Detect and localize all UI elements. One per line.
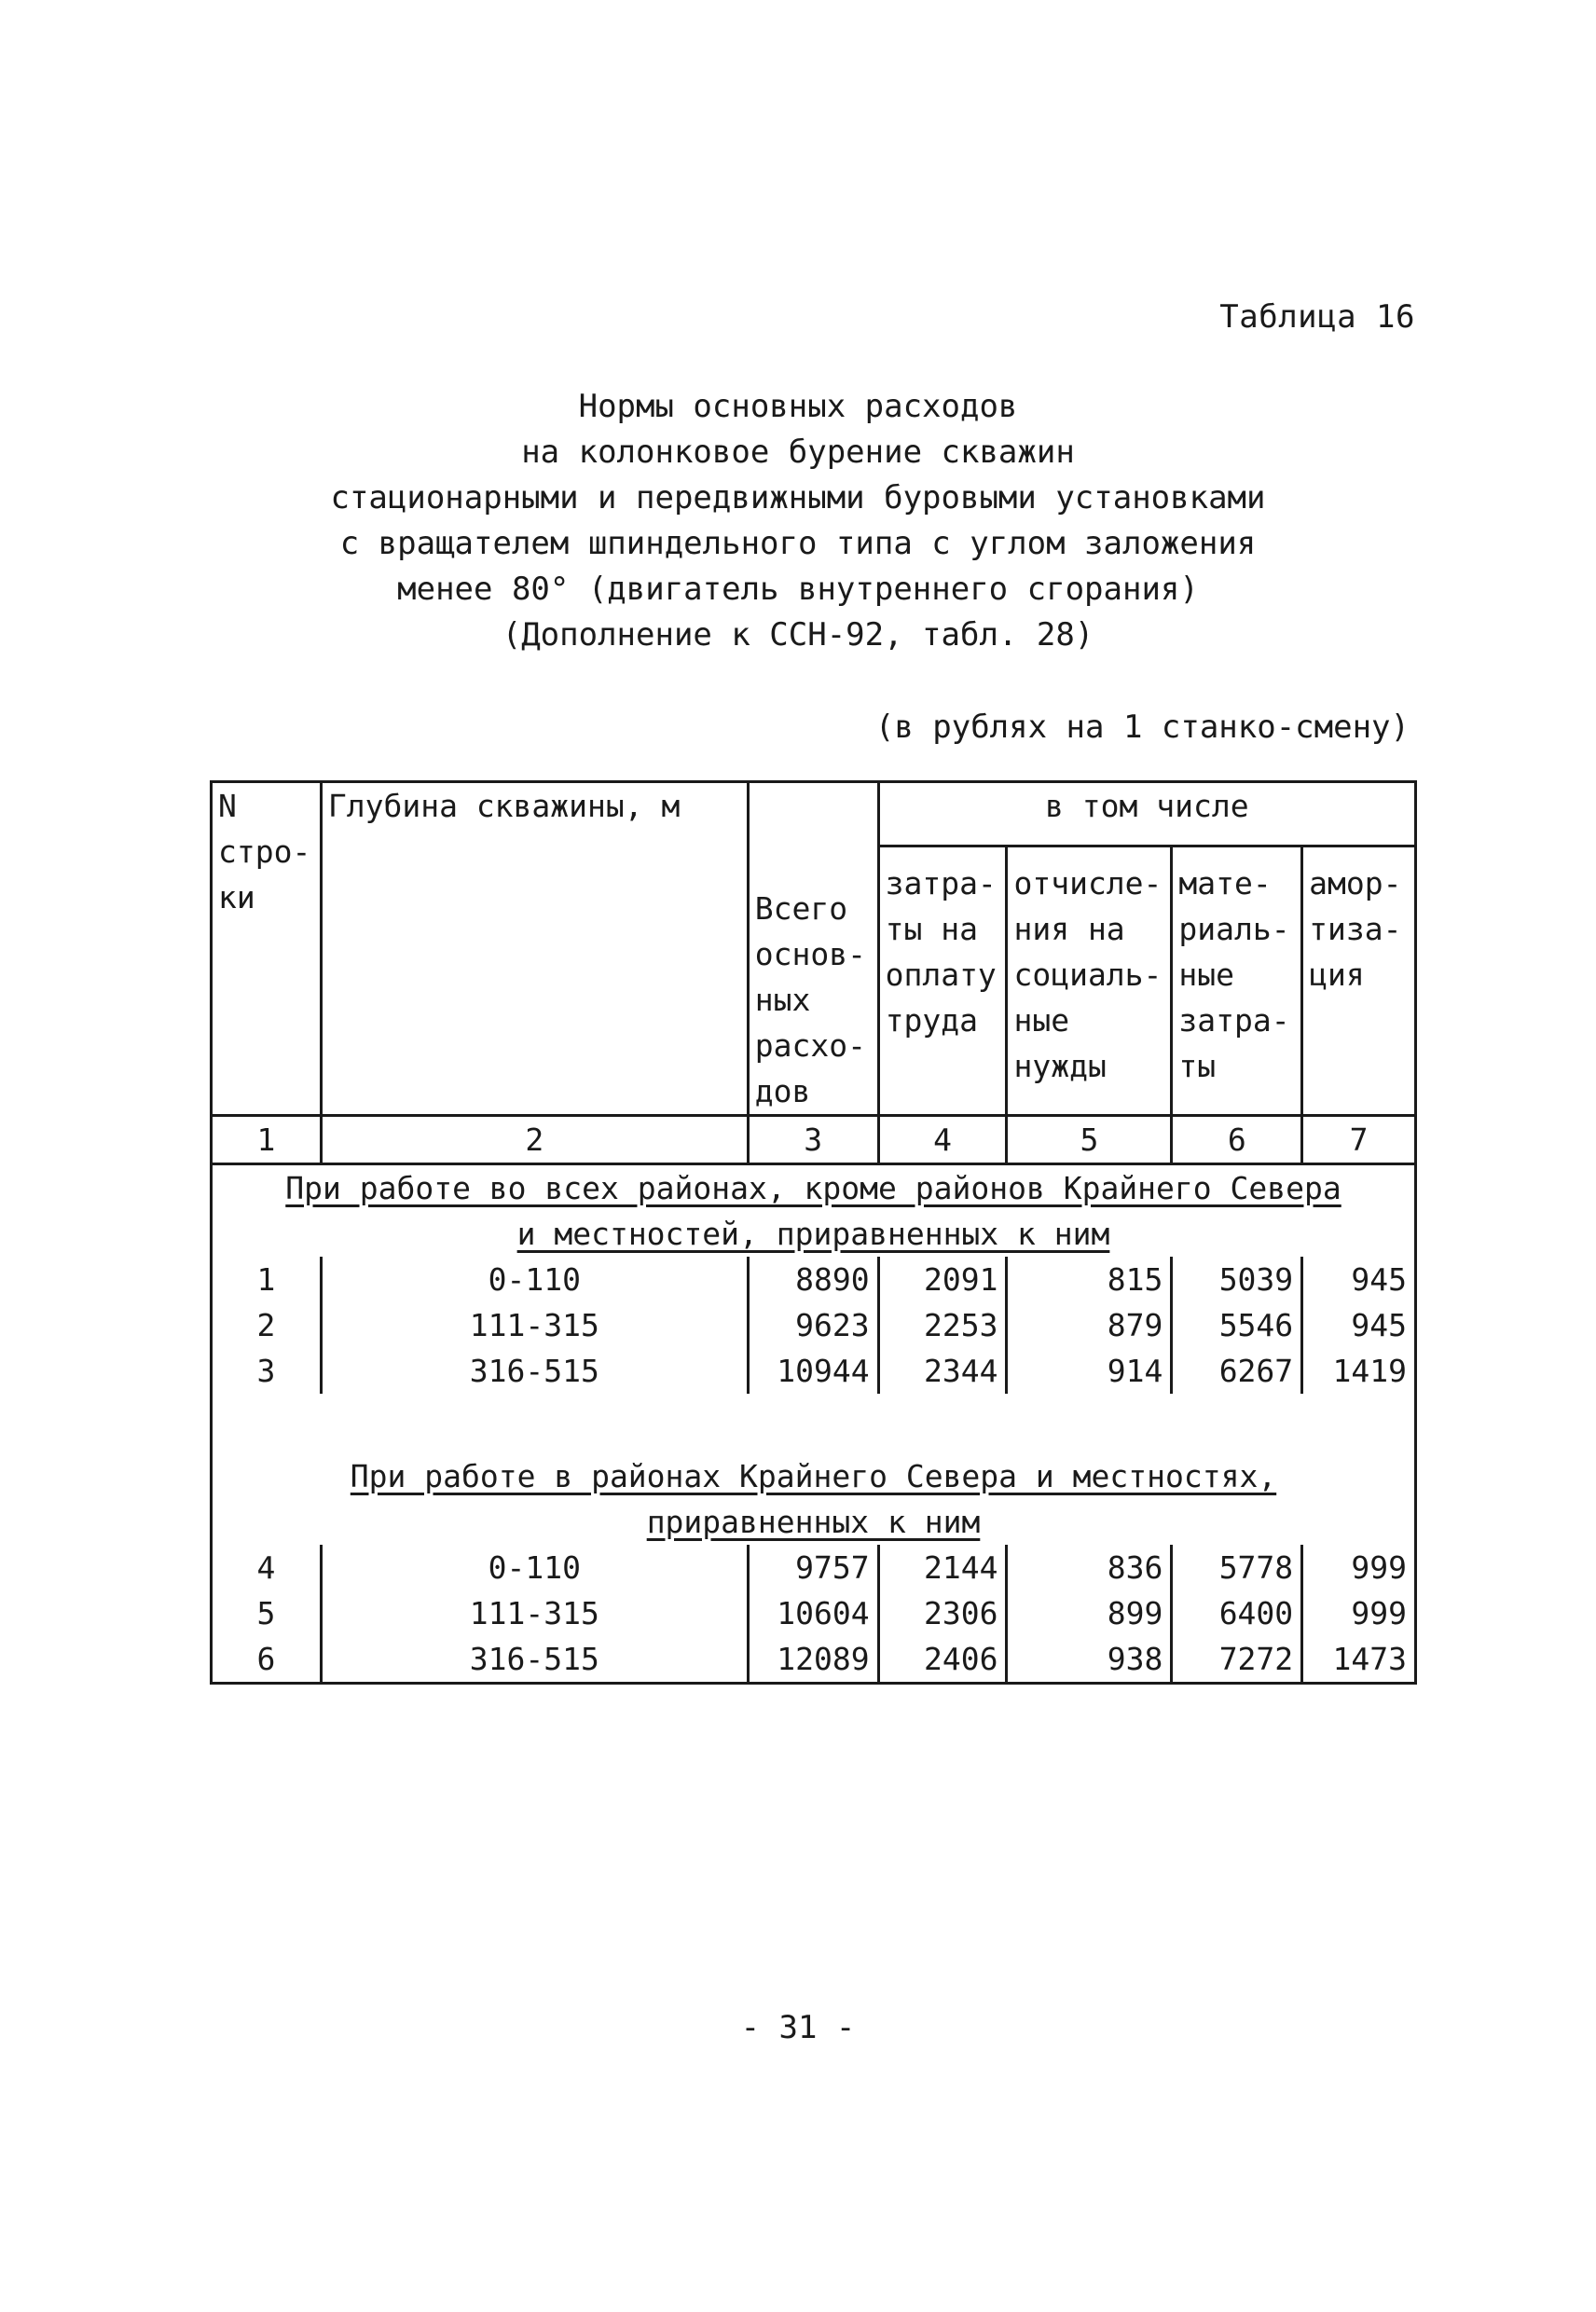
table-row <box>212 1590 1416 1636</box>
cell-social: 815 <box>1007 1257 1172 1302</box>
cell-amortization: 999 <box>1302 1590 1416 1636</box>
cell-labor: 2091 <box>878 1257 1007 1302</box>
cell-material: 5039 <box>1172 1257 1302 1302</box>
section-heading-row <box>212 1164 1416 1258</box>
cell-social: 899 <box>1007 1590 1172 1636</box>
section-heading <box>212 1453 1416 1545</box>
cell-amortization: 1473 <box>1302 1636 1416 1684</box>
title-line: на колонковое бурение скважин <box>521 434 1075 471</box>
cell-row-number: 3 <box>212 1348 322 1394</box>
header-labor: затра- ты на оплату труда <box>878 846 1007 1116</box>
title-line: (Дополнение к ССН-92, табл. 28) <box>502 616 1094 654</box>
cell-social: 914 <box>1007 1348 1172 1394</box>
column-number: 2 <box>321 1116 748 1164</box>
cell-labor: 2344 <box>878 1348 1007 1394</box>
section-heading-line: приравненных к ним <box>646 1504 981 1540</box>
section-heading <box>212 1164 1416 1258</box>
header-amortization: амор- тиза- ция <box>1302 846 1416 1116</box>
header-row <box>212 782 1416 846</box>
cell-row-number: 1 <box>212 1257 322 1302</box>
cell-labor: 2253 <box>878 1302 1007 1348</box>
header-depth: Глубина скважины, м <box>321 782 748 1116</box>
table-row <box>212 1545 1416 1590</box>
table-row <box>212 1348 1416 1394</box>
cell-social: 836 <box>1007 1545 1172 1590</box>
cell-row-number: 5 <box>212 1590 322 1636</box>
cell-social: 938 <box>1007 1636 1172 1684</box>
cell-depth: 316-515 <box>321 1636 748 1684</box>
cell-depth: 0-110 <box>321 1257 748 1302</box>
cell-depth: 111-315 <box>321 1302 748 1348</box>
cell-row-number: 4 <box>212 1545 322 1590</box>
cell-total: 8890 <box>748 1257 878 1302</box>
title-line: Нормы основных расходов <box>578 388 1018 425</box>
page-number: - 31 - <box>740 2009 856 2046</box>
column-number: 5 <box>1007 1116 1172 1164</box>
cell-labor: 2406 <box>878 1636 1007 1684</box>
cell-material: 6400 <box>1172 1590 1302 1636</box>
section-heading-line: и местностей, приравненных к ним <box>516 1216 1110 1252</box>
table-row <box>212 1257 1416 1302</box>
header-including: в том числе <box>878 782 1415 846</box>
cell-material: 6267 <box>1172 1348 1302 1394</box>
column-numbers-row <box>212 1116 1416 1164</box>
table-row <box>212 1636 1416 1684</box>
cell-labor: 2144 <box>878 1545 1007 1590</box>
cell-total: 12089 <box>748 1636 878 1684</box>
cell-amortization: 945 <box>1302 1257 1416 1302</box>
cell-total: 10944 <box>748 1348 878 1394</box>
cell-total: 9757 <box>748 1545 878 1590</box>
title-line: с вращателем шпиндельного типа с углом заложения <box>339 525 1257 562</box>
cell-total: 9623 <box>748 1302 878 1348</box>
units-note: (в рублях на 1 станко-смену) <box>874 709 1410 746</box>
cell-amortization: 945 <box>1302 1302 1416 1348</box>
section-heading-row <box>212 1453 1416 1545</box>
cell-material: 5778 <box>1172 1545 1302 1590</box>
cell-social: 879 <box>1007 1302 1172 1348</box>
column-number: 4 <box>878 1116 1007 1164</box>
header-material: мате- риаль- ные затра- ты <box>1172 846 1302 1116</box>
column-number: 1 <box>212 1116 322 1164</box>
cell-total: 10604 <box>748 1590 878 1636</box>
cell-depth: 0-110 <box>321 1545 748 1590</box>
table-row <box>212 1302 1416 1348</box>
cell-depth: 316-515 <box>321 1348 748 1394</box>
table-number: Таблица 16 <box>1219 298 1415 336</box>
header-social: отчисле- ния на социаль- ные нужды <box>1007 846 1172 1116</box>
title-line: стационарными и передвижными буровыми установками <box>330 479 1266 516</box>
cell-depth: 111-315 <box>321 1590 748 1636</box>
section-heading-line: При работе в районах Крайнего Севера и местностях, <box>350 1458 1277 1494</box>
table-title <box>0 384 1596 658</box>
header-row-number: N стро- ки <box>212 782 322 1116</box>
cell-row-number: 6 <box>212 1636 322 1684</box>
title-line: менее 80° (двигатель внутреннего сгорания) <box>397 571 1199 608</box>
section-heading-line: При работе во всех районах, кроме районов Крайнего Севера <box>285 1170 1341 1206</box>
column-number: 3 <box>748 1116 878 1164</box>
cell-amortization: 999 <box>1302 1545 1416 1590</box>
cell-material: 7272 <box>1172 1636 1302 1684</box>
cell-amortization: 1419 <box>1302 1348 1416 1394</box>
column-number: 6 <box>1172 1116 1302 1164</box>
column-number: 7 <box>1302 1116 1416 1164</box>
norms-table <box>210 780 1417 1685</box>
header-total: Всего основ- ных расхо- дов <box>748 782 878 1116</box>
cell-material: 5546 <box>1172 1302 1302 1348</box>
cell-row-number: 2 <box>212 1302 322 1348</box>
spacer-row <box>212 1394 1416 1453</box>
cell-labor: 2306 <box>878 1590 1007 1636</box>
